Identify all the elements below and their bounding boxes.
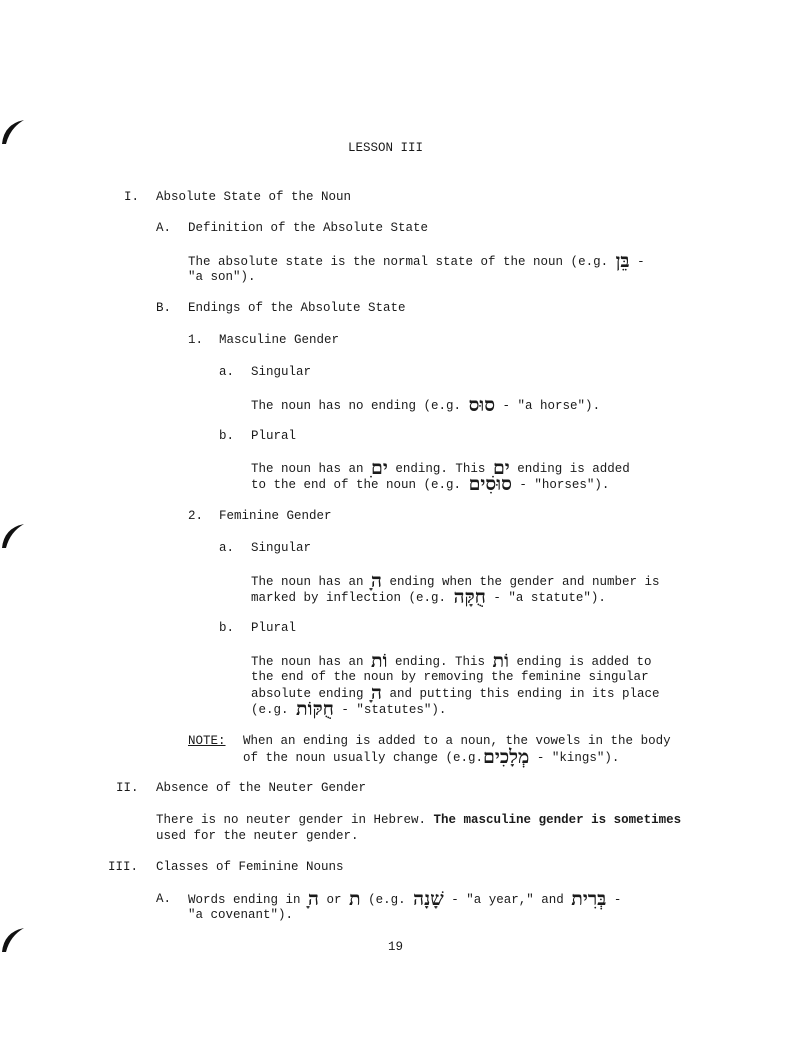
paragraph-line: (e.g. חֻקּוֹת - "statutes"). (251, 698, 447, 720)
note-line: of the noun usually change (e.g.מְלָכִים - "kings"). (243, 746, 620, 768)
subitem-heading: Plural (251, 621, 297, 635)
paragraph-line: The noun has an ִים ending. This ִים ending is added (251, 457, 630, 479)
subsection-number: A. (156, 892, 172, 906)
hebrew-word: ִים (371, 457, 388, 479)
paragraph-line: the end of the noun by removing the feminine singular (251, 670, 649, 684)
paragraph-line: The noun has no ending (e.g. סוּס - "a horse"). (251, 394, 601, 416)
subitem-letter: a. (219, 365, 235, 379)
paragraph-line: marked by inflection (e.g. חֻקָּה - "a statute"). (251, 586, 606, 608)
subitem-heading: Singular (251, 541, 312, 555)
paragraph-line: The noun has an וֹת ending. This וֹת ending is added to (251, 650, 652, 672)
hebrew-word: חֻקָּה (453, 586, 486, 608)
hebrew-word: ִים (492, 457, 510, 479)
item-heading: Feminine Gender (219, 509, 332, 523)
hebrew-word: סוּס (468, 394, 496, 416)
subsection-number: B. (156, 301, 172, 315)
paragraph-line: "a covenant"). (188, 908, 294, 922)
hebrew-word: וֹת (371, 650, 388, 672)
subsection-heading: Definition of the Absolute State (188, 221, 429, 235)
section-number: III. (108, 860, 139, 874)
hebrew-word: ת (349, 888, 361, 910)
item-heading: Masculine Gender (219, 333, 340, 347)
section-number: II. (116, 781, 139, 795)
section-number: I. (124, 190, 140, 204)
subitem-letter: a. (219, 541, 235, 555)
item-number: 2. (188, 509, 204, 523)
page-number: 19 (388, 940, 404, 954)
section-heading: Absolute State of the Noun (156, 190, 352, 204)
binder-hole-icon (0, 116, 32, 148)
hebrew-word: וֹת (492, 650, 509, 672)
paragraph-line: Words ending in ָה or ת (e.g. שָׁנָה - "a year," and בְּרִית - (188, 888, 622, 910)
hebrew-word: ָה (371, 570, 382, 592)
section-heading: Classes of Feminine Nouns (156, 860, 344, 874)
item-number: 1. (188, 333, 204, 347)
paragraph-line: "a son"). (188, 270, 256, 284)
hebrew-word: מְלָכִים (483, 746, 530, 768)
binder-hole-icon (0, 520, 32, 552)
subitem-letter: b. (219, 429, 235, 443)
note-line: When an ending is added to a noun, the vowels in the body (243, 734, 671, 748)
hebrew-word: בֵּן (615, 250, 630, 272)
hebrew-word: חֻקּוֹת (296, 698, 334, 720)
paragraph-line: There is no neuter gender in Hebrew. The masculine gender is sometimes (156, 813, 682, 827)
subsection-heading: Endings of the Absolute State (188, 301, 406, 315)
binder-hole-icon (0, 924, 32, 956)
hebrew-word: ָה (371, 682, 382, 704)
page-title: LESSON III (348, 141, 424, 155)
paragraph-line: The noun has an ָה ending when the gender and number is (251, 570, 660, 592)
paragraph-line: used for the neuter gender. (156, 829, 359, 843)
hebrew-word: בְּרִית (571, 888, 607, 910)
paragraph-line: to the end of the noun (e.g. סוּסִים - "horses"). (251, 473, 610, 495)
subitem-heading: Plural (251, 429, 297, 443)
subitem-heading: Singular (251, 365, 312, 379)
paragraph-line: absolute ending ָה and putting this ending in its place (251, 682, 660, 704)
paragraph-line: The absolute state is the normal state of the noun (e.g. בֵּן - (188, 250, 645, 272)
hebrew-word: סוּסִים (468, 473, 512, 495)
note-label: NOTE: (188, 734, 226, 748)
hebrew-word: ָה (308, 888, 319, 910)
subsection-number: A. (156, 221, 172, 235)
section-heading: Absence of the Neuter Gender (156, 781, 367, 795)
hebrew-word: שָׁנָה (413, 888, 444, 910)
subitem-letter: b. (219, 621, 235, 635)
